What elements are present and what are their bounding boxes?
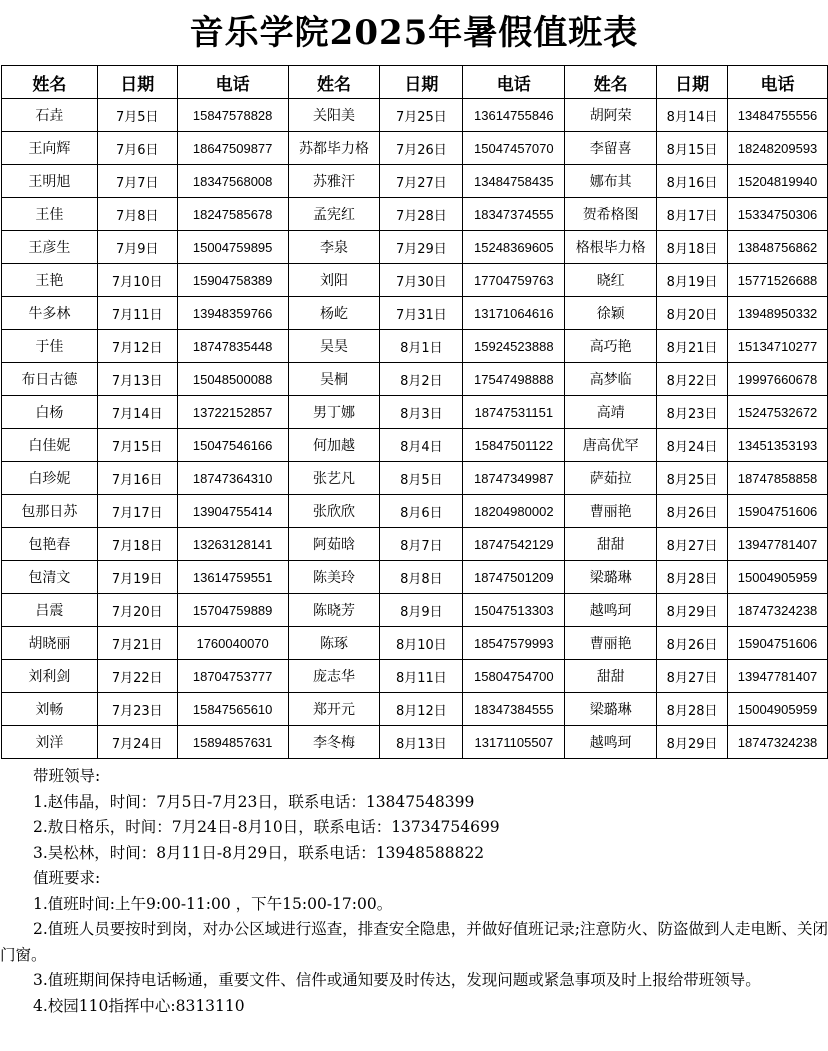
name-cell: 李留喜 <box>565 132 657 165</box>
date-cell: 7月14日 <box>97 396 177 429</box>
phone-cell: 18747324238 <box>728 594 828 627</box>
phone-cell: 13948359766 <box>177 297 288 330</box>
table-row <box>2 330 828 363</box>
name-cell: 石垚 <box>2 99 98 132</box>
date-cell: 7月22日 <box>97 660 177 693</box>
phone-cell: 15704759889 <box>177 594 288 627</box>
phone-cell: 15924523888 <box>463 330 565 363</box>
date-cell: 8月7日 <box>380 528 463 561</box>
phone-cell: 15047457070 <box>463 132 565 165</box>
phone-cell: 15847501122 <box>463 429 565 462</box>
name-cell: 白杨 <box>2 396 98 429</box>
name-cell: 王彦生 <box>2 231 98 264</box>
duty-table-body <box>2 99 828 759</box>
table-row <box>2 264 828 297</box>
date-cell: 8月3日 <box>380 396 463 429</box>
phone-cell: 18347568008 <box>177 165 288 198</box>
phone-cell: 13947781407 <box>728 528 828 561</box>
date-cell: 7月17日 <box>97 495 177 528</box>
leader-item: 2.敖日格乐，时间：7月24日-8月10日，联系电话：13734754699 <box>33 818 500 836</box>
name-cell: 曹丽艳 <box>565 495 657 528</box>
phone-cell: 18547579993 <box>463 627 565 660</box>
name-cell: 郑开元 <box>288 693 380 726</box>
date-cell: 8月19日 <box>657 264 728 297</box>
name-cell: 徐颖 <box>565 297 657 330</box>
header-date-1: 日期 <box>97 66 177 99</box>
name-cell: 张欣欣 <box>288 495 380 528</box>
requirement-item: 2.值班人员要按时到岗，对办公区域进行巡查，排查安全隐患，并做好值班记录;注意防火、防盗做到人走电断、关闭门窗。 <box>0 920 828 964</box>
table-row <box>2 561 828 594</box>
name-cell: 刘洋 <box>2 726 98 759</box>
date-cell: 7月23日 <box>97 693 177 726</box>
name-cell: 唐高优罕 <box>565 429 657 462</box>
requirement-item: 4.校园110指挥中心:8313110 <box>33 996 245 1015</box>
phone-cell: 13848756862 <box>728 231 828 264</box>
phone-cell: 13614759551 <box>177 561 288 594</box>
date-cell: 7月26日 <box>380 132 463 165</box>
date-cell: 8月26日 <box>657 627 728 660</box>
phone-cell: 13484758435 <box>463 165 565 198</box>
date-cell: 7月10日 <box>97 264 177 297</box>
name-cell: 贺希格图 <box>565 198 657 231</box>
table-row <box>2 429 828 462</box>
table-row <box>2 231 828 264</box>
phone-cell: 1760040070 <box>177 627 288 660</box>
phone-cell: 17704759763 <box>463 264 565 297</box>
date-cell: 7月7日 <box>97 165 177 198</box>
name-cell: 白佳妮 <box>2 429 98 462</box>
date-cell: 8月6日 <box>380 495 463 528</box>
date-cell: 7月29日 <box>380 231 463 264</box>
name-cell: 苏都毕力格 <box>288 132 380 165</box>
name-cell: 高靖 <box>565 396 657 429</box>
duty-table <box>1 65 828 759</box>
phone-cell: 15004905959 <box>728 561 828 594</box>
phone-cell: 13484755556 <box>728 99 828 132</box>
phone-cell: 18747858858 <box>728 462 828 495</box>
name-cell: 杨屹 <box>288 297 380 330</box>
date-cell: 8月26日 <box>657 495 728 528</box>
date-cell: 8月4日 <box>380 429 463 462</box>
phone-cell: 13904755414 <box>177 495 288 528</box>
phone-cell: 13948950332 <box>728 297 828 330</box>
phone-cell: 13263128141 <box>177 528 288 561</box>
phone-cell: 15247532672 <box>728 396 828 429</box>
table-row <box>2 462 828 495</box>
phone-cell: 18647509877 <box>177 132 288 165</box>
phone-cell: 13171105507 <box>463 726 565 759</box>
date-cell: 8月8日 <box>380 561 463 594</box>
phone-cell: 18347374555 <box>463 198 565 231</box>
name-cell: 曹丽艳 <box>565 627 657 660</box>
name-cell: 牛多林 <box>2 297 98 330</box>
leader-item: 1.赵伟晶，时间：7月5日-7月23日，联系电话：13847548399 <box>33 792 475 811</box>
date-cell: 7月13日 <box>97 363 177 396</box>
date-cell: 8月28日 <box>657 693 728 726</box>
date-cell: 8月24日 <box>657 429 728 462</box>
date-cell: 8月29日 <box>657 594 728 627</box>
name-cell: 娜布其 <box>565 165 657 198</box>
leader-heading: 带班领导: <box>33 767 101 785</box>
date-cell: 7月25日 <box>380 99 463 132</box>
date-cell: 7月27日 <box>380 165 463 198</box>
table-row <box>2 198 828 231</box>
date-cell: 8月29日 <box>657 726 728 759</box>
name-cell: 陈晓芳 <box>288 594 380 627</box>
name-cell: 包艳春 <box>2 528 98 561</box>
date-cell: 8月28日 <box>657 561 728 594</box>
name-cell: 白珍妮 <box>2 462 98 495</box>
name-cell: 甜甜 <box>565 660 657 693</box>
phone-cell: 13614755846 <box>463 99 565 132</box>
name-cell: 陈琢 <box>288 627 380 660</box>
requirements-heading: 值班要求: <box>33 869 101 887</box>
name-cell: 王向辉 <box>2 132 98 165</box>
name-cell: 于佳 <box>2 330 98 363</box>
phone-cell: 15847578828 <box>177 99 288 132</box>
phone-cell: 13451353193 <box>728 429 828 462</box>
header-name-1: 姓名 <box>2 66 98 99</box>
date-cell: 8月17日 <box>657 198 728 231</box>
date-cell: 7月31日 <box>380 297 463 330</box>
name-cell: 高梦临 <box>565 363 657 396</box>
phone-cell: 18704753777 <box>177 660 288 693</box>
name-cell: 布日古德 <box>2 363 98 396</box>
name-cell: 李冬梅 <box>288 726 380 759</box>
name-cell: 男丁娜 <box>288 396 380 429</box>
table-row <box>2 132 828 165</box>
date-cell: 8月9日 <box>380 594 463 627</box>
name-cell: 刘阳 <box>288 264 380 297</box>
phone-cell: 18204980002 <box>463 495 565 528</box>
phone-cell: 15904751606 <box>728 495 828 528</box>
date-cell: 7月15日 <box>97 429 177 462</box>
name-cell: 越鸣珂 <box>565 594 657 627</box>
phone-cell: 15134710277 <box>728 330 828 363</box>
name-cell: 包那日苏 <box>2 495 98 528</box>
name-cell: 晓红 <box>565 264 657 297</box>
name-cell: 关阳美 <box>288 99 380 132</box>
header-date-3: 日期 <box>657 66 728 99</box>
phone-cell: 15904751606 <box>728 627 828 660</box>
date-cell: 7月19日 <box>97 561 177 594</box>
header-phone-3: 电话 <box>728 66 828 99</box>
phone-cell: 13947781407 <box>728 660 828 693</box>
phone-cell: 15047546166 <box>177 429 288 462</box>
date-cell: 7月6日 <box>97 132 177 165</box>
name-cell: 庞志华 <box>288 660 380 693</box>
phone-cell: 18747835448 <box>177 330 288 363</box>
phone-cell: 15004759895 <box>177 231 288 264</box>
name-cell: 胡晓丽 <box>2 627 98 660</box>
phone-cell: 18747324238 <box>728 726 828 759</box>
table-row <box>2 594 828 627</box>
phone-cell: 15847565610 <box>177 693 288 726</box>
phone-cell: 13171064616 <box>463 297 565 330</box>
date-cell: 7月20日 <box>97 594 177 627</box>
date-cell: 8月10日 <box>380 627 463 660</box>
date-cell: 8月1日 <box>380 330 463 363</box>
table-row <box>2 165 828 198</box>
header-name-2: 姓名 <box>288 66 380 99</box>
phone-cell: 15048500088 <box>177 363 288 396</box>
phone-cell: 15804754700 <box>463 660 565 693</box>
phone-cell: 18347384555 <box>463 693 565 726</box>
date-cell: 8月18日 <box>657 231 728 264</box>
phone-cell: 15248369605 <box>463 231 565 264</box>
table-row <box>2 297 828 330</box>
name-cell: 张艺凡 <box>288 462 380 495</box>
phone-cell: 15894857631 <box>177 726 288 759</box>
name-cell: 甜甜 <box>565 528 657 561</box>
name-cell: 王明旭 <box>2 165 98 198</box>
date-cell: 8月27日 <box>657 528 728 561</box>
date-cell: 7月5日 <box>97 99 177 132</box>
date-cell: 8月25日 <box>657 462 728 495</box>
name-cell: 李泉 <box>288 231 380 264</box>
phone-cell: 18247585678 <box>177 198 288 231</box>
header-phone-2: 电话 <box>463 66 565 99</box>
phone-cell: 15904758389 <box>177 264 288 297</box>
date-cell: 8月22日 <box>657 363 728 396</box>
page-title: 音乐学院2025年暑假值班表 <box>189 13 639 53</box>
date-cell: 7月30日 <box>380 264 463 297</box>
name-cell: 梁璐琳 <box>565 561 657 594</box>
requirement-item: 3.值班期间保持电话畅通，重要文件、信件或通知要及时传达，发现问题或紧急事项及时上报给带班领导。 <box>33 971 761 989</box>
date-cell: 8月2日 <box>380 363 463 396</box>
name-cell: 吴桐 <box>288 363 380 396</box>
date-cell: 8月14日 <box>657 99 728 132</box>
phone-cell: 17547498888 <box>463 363 565 396</box>
table-row <box>2 660 828 693</box>
name-cell: 吴昊 <box>288 330 380 363</box>
date-cell: 7月28日 <box>380 198 463 231</box>
name-cell: 刘畅 <box>2 693 98 726</box>
phone-cell: 18747364310 <box>177 462 288 495</box>
phone-cell: 15204819940 <box>728 165 828 198</box>
header-name-3: 姓名 <box>565 66 657 99</box>
name-cell: 梁璐琳 <box>565 693 657 726</box>
date-cell: 7月8日 <box>97 198 177 231</box>
name-cell: 吕震 <box>2 594 98 627</box>
date-cell: 8月20日 <box>657 297 728 330</box>
notes-section <box>0 764 828 1019</box>
date-cell: 7月11日 <box>97 297 177 330</box>
date-cell: 8月15日 <box>657 132 728 165</box>
table-row <box>2 627 828 660</box>
phone-cell: 18248209593 <box>728 132 828 165</box>
name-cell: 阿茹晗 <box>288 528 380 561</box>
date-cell: 7月24日 <box>97 726 177 759</box>
name-cell: 苏雅汗 <box>288 165 380 198</box>
name-cell: 越鸣珂 <box>565 726 657 759</box>
date-cell: 7月16日 <box>97 462 177 495</box>
name-cell: 陈美玲 <box>288 561 380 594</box>
date-cell: 8月23日 <box>657 396 728 429</box>
phone-cell: 15334750306 <box>728 198 828 231</box>
name-cell: 格根毕力格 <box>565 231 657 264</box>
name-cell: 孟宪红 <box>288 198 380 231</box>
date-cell: 7月18日 <box>97 528 177 561</box>
table-row <box>2 396 828 429</box>
table-row <box>2 693 828 726</box>
table-row <box>2 495 828 528</box>
header-row <box>2 66 828 99</box>
name-cell: 王佳 <box>2 198 98 231</box>
name-cell: 包清文 <box>2 561 98 594</box>
phone-cell: 18747542129 <box>463 528 565 561</box>
phone-cell: 18747501209 <box>463 561 565 594</box>
date-cell: 8月16日 <box>657 165 728 198</box>
header-date-2: 日期 <box>380 66 463 99</box>
phone-cell: 19997660678 <box>728 363 828 396</box>
leader-item: 3.吴松林，时间：8月11日-8月29日，联系电话：13948588822 <box>33 843 485 862</box>
name-cell: 萨茹拉 <box>565 462 657 495</box>
phone-cell: 15047513303 <box>463 594 565 627</box>
date-cell: 8月21日 <box>657 330 728 363</box>
date-cell: 8月12日 <box>380 693 463 726</box>
phone-cell: 15771526688 <box>728 264 828 297</box>
requirement-item: 1.值班时间:上午9:00-11:00 ，下午15:00-17:00。 <box>33 894 393 913</box>
table-row <box>2 528 828 561</box>
table-row <box>2 726 828 759</box>
date-cell: 8月27日 <box>657 660 728 693</box>
name-cell: 何加越 <box>288 429 380 462</box>
name-cell: 王艳 <box>2 264 98 297</box>
date-cell: 7月9日 <box>97 231 177 264</box>
phone-cell: 13722152857 <box>177 396 288 429</box>
date-cell: 7月12日 <box>97 330 177 363</box>
name-cell: 高巧艳 <box>565 330 657 363</box>
phone-cell: 15004905959 <box>728 693 828 726</box>
date-cell: 8月5日 <box>380 462 463 495</box>
name-cell: 刘利剑 <box>2 660 98 693</box>
table-row <box>2 99 828 132</box>
date-cell: 8月13日 <box>380 726 463 759</box>
date-cell: 8月11日 <box>380 660 463 693</box>
name-cell: 胡阿荣 <box>565 99 657 132</box>
date-cell: 7月21日 <box>97 627 177 660</box>
table-row <box>2 363 828 396</box>
phone-cell: 18747349987 <box>463 462 565 495</box>
header-phone-1: 电话 <box>177 66 288 99</box>
phone-cell: 18747531151 <box>463 396 565 429</box>
